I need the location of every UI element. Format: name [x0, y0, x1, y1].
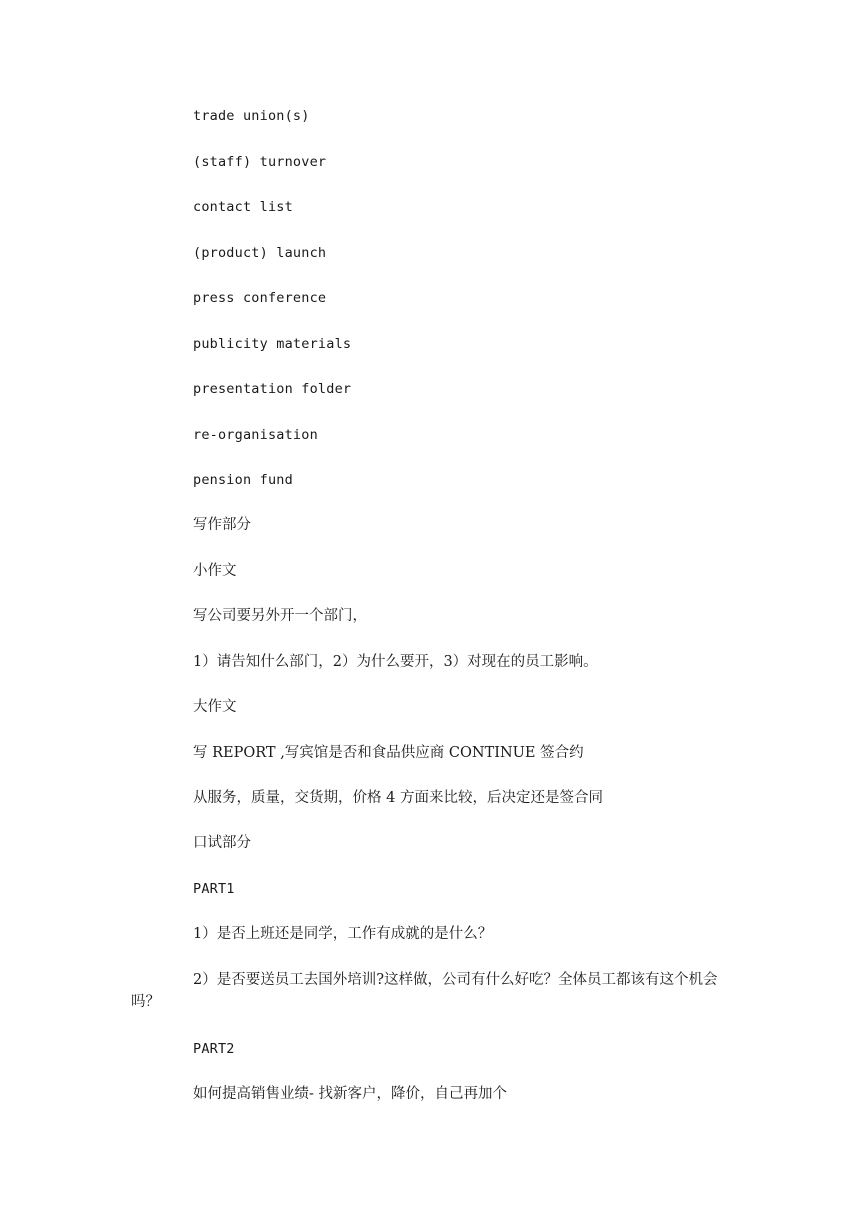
vocab-product-launch: (product) launch: [193, 245, 327, 261]
vocab-press-conference: press conference: [193, 290, 327, 306]
part2-label: PART2: [193, 1041, 235, 1057]
part1-question-1: 1）是否上班还是同学，工作有成就的是什么？: [193, 926, 493, 942]
vocab-re-organisation: re-organisation: [193, 427, 318, 443]
vocab-pension-fund: pension fund: [193, 472, 293, 488]
writing-heading: 写作部分: [193, 517, 251, 533]
vocab-publicity-materials: publicity materials: [193, 336, 352, 352]
long-essay-details: 从服务，质量，交货期，价格 4 方面来比较，后决定还是签合同: [193, 790, 603, 806]
long-essay-heading: 大作文: [193, 699, 237, 715]
part1-question-2: 2）是否要送员工去国外培训?这样做，公司有什么好吃？全体员工都该有这个机会吗？: [131, 972, 718, 1010]
vocab-staff-turnover: (staff) turnover: [193, 154, 327, 170]
speaking-heading: 口试部分: [193, 835, 251, 851]
part2-topic: 如何提高销售业绩- 找新客户，降价，自己再加个: [193, 1086, 508, 1102]
short-essay-heading: 小作文: [193, 563, 237, 579]
vocab-presentation-folder: presentation folder: [193, 381, 352, 397]
short-essay-task: 写公司要另外开一个部门，: [193, 608, 367, 624]
part1-label: PART1: [193, 881, 235, 897]
vocab-contact-list: contact list: [193, 199, 293, 215]
short-essay-points: 1）请告知什么部门，2）为什么要开，3）对现在的员工影响。: [193, 654, 598, 670]
vocab-trade-union: trade union(s): [193, 108, 310, 124]
long-essay-task: 写 REPORT ,写宾馆是否和食品供应商 CONTINUE 签合约: [193, 745, 584, 761]
